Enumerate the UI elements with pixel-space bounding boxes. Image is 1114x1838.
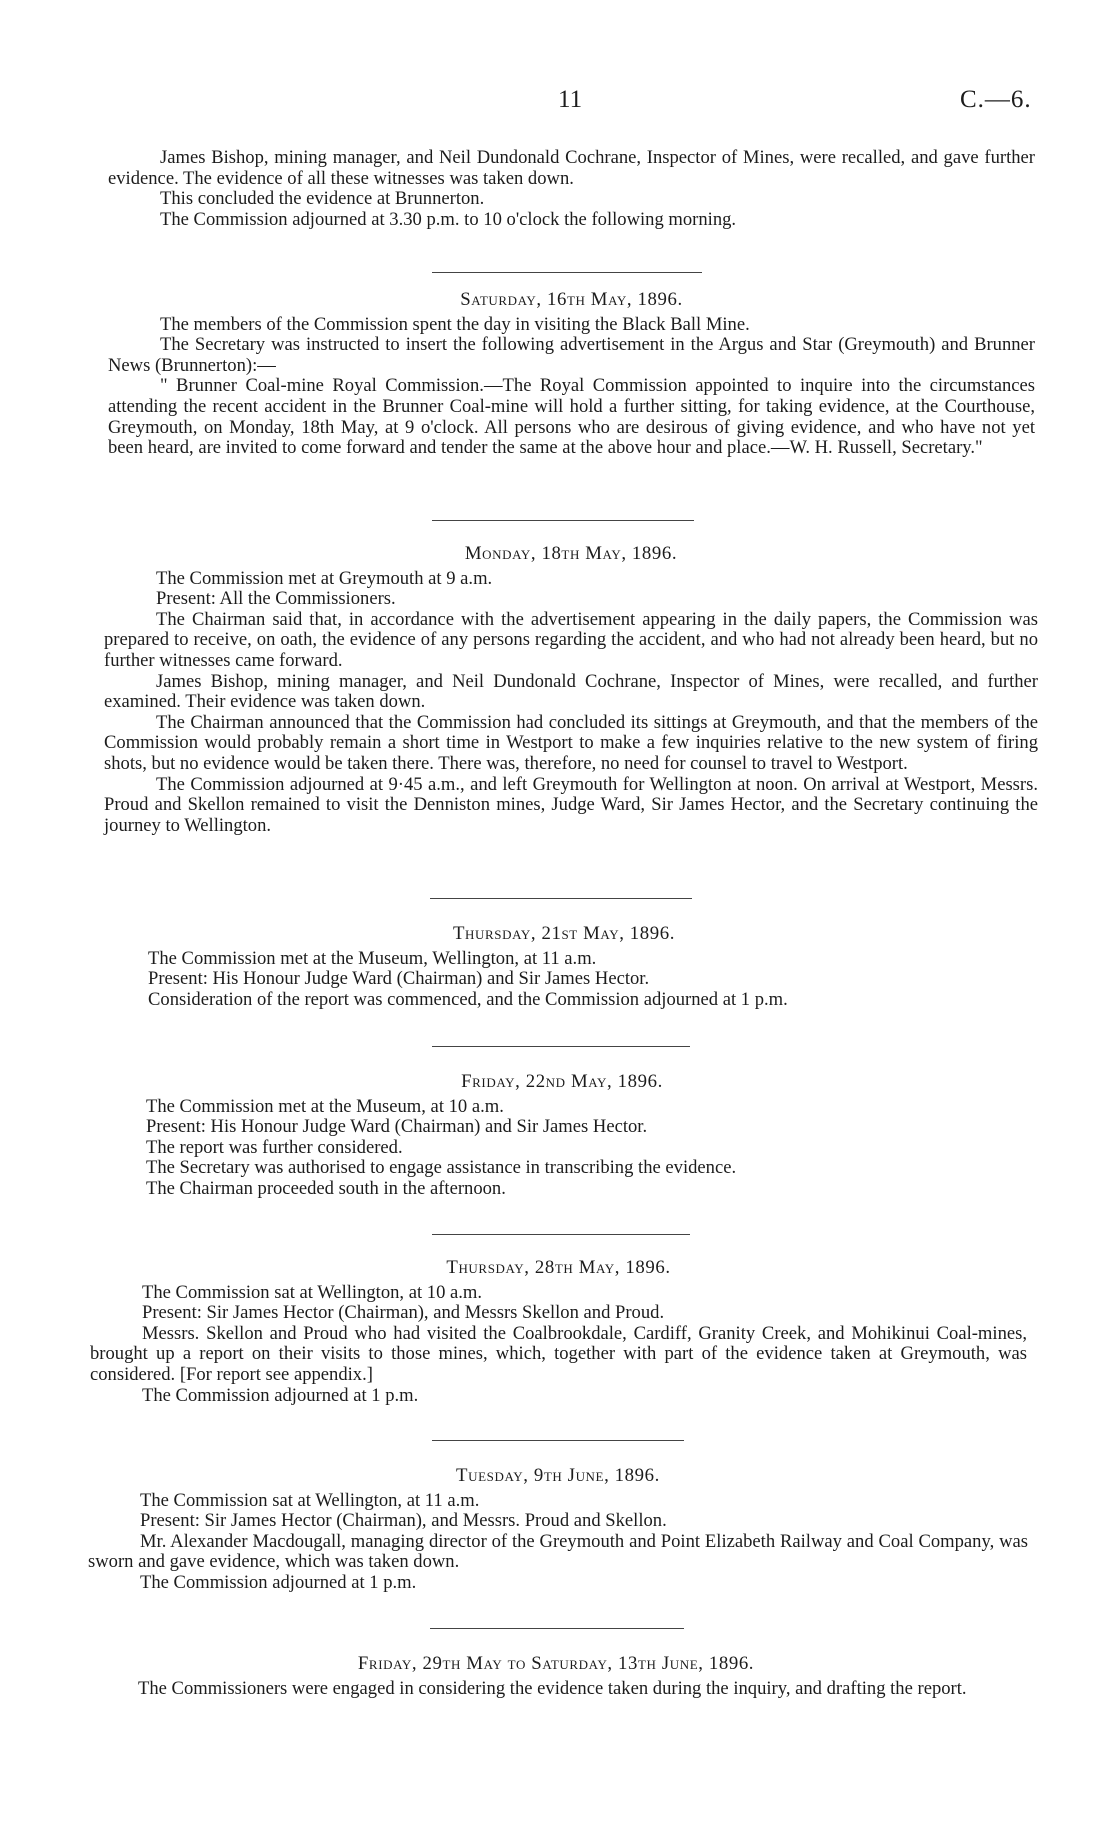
paragraph: The Commission met at the Museum, Wellington, at 11 a.m.: [148, 947, 597, 969]
paragraph: The Secretary was authorised to engage assistance in transcribing the evidence.: [146, 1157, 737, 1179]
section-date: Thursday, 21st May, 1896.: [452, 923, 676, 944]
section-continuation: [108, 148, 1035, 230]
paragraph: The Commission met at Greymouth at 9 a.m.: [156, 567, 493, 589]
section-date: Thursday, 28th May, 1896.: [446, 1257, 671, 1278]
paragraph: The Chairman proceeded south in the afternoon.: [146, 1177, 506, 1199]
section-date: Friday, 29th May to Saturday, 13th June, 1896.: [357, 1653, 755, 1674]
document-reference: C.—6.: [960, 86, 1032, 113]
paragraph: The Secretary was instructed to insert the following advertisement in the Argus and Star (Greymouth) and Brunner News (Brunnerton):—: [108, 334, 1035, 376]
section-friday-29-to-saturday-13: [86, 1654, 1026, 1699]
section-monday-18: [104, 544, 1038, 836]
page-header: [0, 86, 1114, 124]
paragraph: James Bishop, mining manager, and Neil Dundonald Cochrane, Inspector of Mines, were recalled, and further examined. Their evidence was taken down.: [104, 670, 1038, 713]
section-thursday-21: [96, 924, 1032, 1010]
section-divider: [432, 1440, 684, 1441]
section-divider: [430, 1628, 684, 1629]
paragraph: Present: Sir James Hector (Chairman), and Messrs. Proud and Skellon.: [140, 1510, 667, 1532]
section-tuesday-9: [88, 1466, 1028, 1594]
paragraph: The Commission sat at Wellington, at 10 a.m.: [142, 1281, 483, 1303]
paragraph: The Chairman said that, in accordance with the advertisement appearing in the daily papers, the Commission was prepared to receive, on oath, the evidence of any persons regarding the accident, and who had not already been heard, but no further witnesses came forward.: [104, 608, 1038, 671]
section-divider: [432, 1234, 690, 1235]
paragraph: The Commission adjourned at 9·45 a.m., and left Greymouth for Wellington at noon. On arrival at Westport, Messrs. Proud and Skellon remained to visit the Denniston mines, Judge Ward, Sir James Hector, and the Secretary continuing the journey to Wellington.: [104, 773, 1038, 836]
paragraph: Present: Sir James Hector (Chairman), and Messrs Skellon and Proud.: [142, 1302, 665, 1324]
paragraph: The Commissioners were engaged in considering the evidence taken during the inquiry, and drafting the report.: [138, 1677, 967, 1699]
section-thursday-28: [90, 1258, 1027, 1406]
paragraph: James Bishop, mining manager, and Neil Dundonald Cochrane, Inspector of Mines, were recalled, and gave further evidence. The evidence of all these witnesses was taken down.: [108, 147, 1035, 189]
paragraph: This concluded the evidence at Brunnerton.: [160, 188, 485, 210]
section-date: Friday, 22nd May, 1896.: [461, 1071, 663, 1092]
paragraph: The Commission met at the Museum, at 10 a.m.: [146, 1095, 504, 1117]
paragraph: Present: His Honour Judge Ward (Chairman) and Sir James Hector.: [148, 968, 650, 990]
paragraph: Present: His Honour Judge Ward (Chairman) and Sir James Hector.: [146, 1116, 648, 1138]
paragraph: The Commission adjourned at 1 p.m.: [140, 1571, 417, 1593]
section-date: Monday, 18th May, 1896.: [464, 543, 678, 564]
paragraph: The members of the Commission spent the day in visiting the Black Ball Mine.: [160, 313, 750, 335]
section-divider: [432, 1046, 690, 1047]
advertisement-paragraph: " Brunner Coal-mine Royal Commission.—The Royal Commission appointed to inquire into the circumstances attending the recent accident in the Brunner Coal-mine will hold a further sitting, for taking evidence, at the Courthouse, Greymouth, on Monday, 18th May, at 9 o'clock. All persons who are desirous of giving evidence, and who have not yet been heard, are invited to come forward and tender the same at the above hour and place.—W. H. Russell, Secretary.": [108, 375, 1035, 459]
section-saturday-16: [108, 290, 1035, 459]
paragraph: The report was further considered.: [146, 1136, 403, 1158]
section-divider: [432, 272, 702, 273]
paragraph: The Commission sat at Wellington, at 11 a.m.: [140, 1489, 480, 1511]
section-friday-22: [94, 1072, 1030, 1200]
paragraph: The Commission adjourned at 1 p.m.: [142, 1384, 419, 1406]
section-divider: [432, 520, 694, 521]
paragraph: Mr. Alexander Macdougall, managing director of the Greymouth and Point Elizabeth Railway and Coal Company, was sworn and gave evidence, which was taken down.: [88, 1530, 1028, 1573]
paragraph: Consideration of the report was commenced, and the Commission adjourned at 1 p.m.: [148, 988, 788, 1010]
section-divider: [430, 898, 692, 899]
paragraph: Messrs. Skellon and Proud who had visited the Coalbrookdale, Cardiff, Granity Creek, and Mohikinui Coal-mines, brought up a report on their visits to those mines, which, together with part of the evidence taken at Greymouth, was considered. [For report see appendix.]: [90, 1322, 1027, 1385]
page-number: 11: [558, 86, 583, 113]
paragraph: The Chairman announced that the Commission had concluded its sittings at Greymouth, and that the members of the Commission would probably remain a short time in Westport to make a few inquiries relative to the new system of firing shots, but no evidence would be taken there. There was, therefore, no need for counsel to travel to Westport.: [104, 711, 1038, 774]
section-date: Saturday, 16th May, 1896.: [460, 289, 683, 310]
paragraph: Present: All the Commissioners.: [156, 588, 396, 610]
paragraph: The Commission adjourned at 3.30 p.m. to 10 o'clock the following morning.: [160, 208, 737, 230]
section-date: Tuesday, 9th June, 1896.: [456, 1465, 660, 1486]
